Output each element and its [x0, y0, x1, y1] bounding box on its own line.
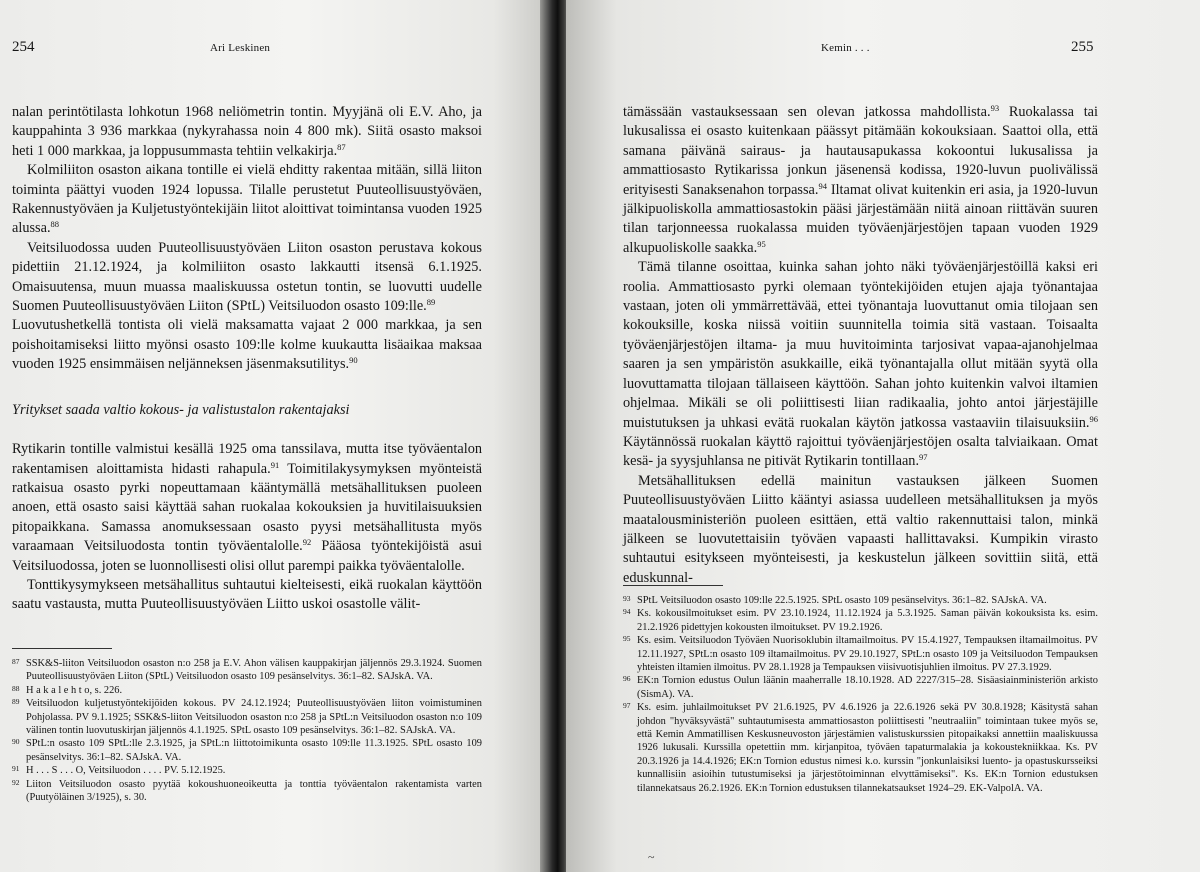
paragraph	[12, 239, 482, 317]
footnote-ref: 91	[270, 459, 280, 470]
footnote	[623, 674, 1098, 701]
body-text	[12, 103, 482, 615]
footnote-ref: 97	[919, 452, 928, 463]
footnote-ref: 87	[337, 141, 346, 152]
footnote-ref: 95	[757, 238, 766, 249]
footnote-number: 96	[623, 674, 631, 684]
footnote-ref: 90	[349, 355, 358, 366]
paragraph	[623, 472, 1098, 588]
footnote-number: 89	[12, 697, 20, 707]
footnote-text: EK:n Tornion edustus Oulun läänin maaherralle 18.10.1928. AD 2227/315–28. Sisäasiainministeriön arkisto (SismA). VA.	[637, 675, 1098, 700]
footnote	[12, 684, 482, 697]
footnote-text: SPtL:n osasto 109 SPtL:lle 2.3.1925, ja SPtL:n liittotoimikunta osasto 109:lle 11.3.1925. SPtL osasto 109 pesänselvitys. 36:1–82. SAJskA. VA.	[26, 738, 482, 763]
right-page	[566, 0, 1200, 872]
paragraph-text: Ruokalassa tai lukusalissa ei osasto kuitenkaan päässyt pitämään kokouksiaan. Saattoi olla, että samana päivänä sairaus- ja hautausapukassa kokoontui lukusalissa ja ammattiosasto Rytikarissa jonkun jäsenensä kodissa, 1920-luvun puolivälissä erityisesti Sanaksenahon torpassa.	[623, 104, 1098, 198]
footnotes	[623, 594, 1098, 795]
footnote-number: 93	[623, 594, 631, 603]
running-head: Ari Leskinen	[210, 42, 271, 54]
footnote-number: 88	[12, 683, 20, 693]
footnote	[12, 697, 482, 737]
footnote-rule	[623, 585, 723, 586]
body-text	[623, 103, 1098, 588]
left-page	[0, 0, 548, 872]
footnote	[623, 634, 1098, 674]
footnote-ref: 88	[50, 219, 60, 230]
footnote-text: Veitsiluodon kuljetustyöntekijöiden kokous. PV 24.12.1924; Puuteollisuustyöväen liiton voimistuminen Pohjolassa. PV 9.1.1925; SSK&S-liiton Veitsiluodon osaston n:o 258 ja SPtL:n Veitsiluodon osaston n:o 109 välinen tontin luovutuskirjan jäljennös 4.1.1925. SPtL osasto 109 pesänselvitys. 36:1–82. SAJskA. VA.	[26, 698, 482, 737]
page-number: 254	[12, 39, 35, 55]
paragraph-text: Käytännössä ruokalan käyttö rajoittui työväenjärjestöjen osalta talviaikaan. Omat kesä- ja syysjuhlansa ne pitivät Rytikarin tontillaan.	[623, 433, 1098, 470]
paragraph	[12, 316, 482, 374]
footnote-text: Ks. esim. juhlailmoitukset PV 21.6.1925, PV 4.6.1926 ja 22.6.1926 sekä PV 30.8.1928; Käsitystä sahan johdon "hyväksyvästä" suhtautumisesta ammattiosaston poliittisesti "neutraaliin" toimintaan tukee myös se, että Kemin Ammatillisen Keskusneuvoston järjestämien valistuskurssien pitopaikaksi annettiin maaliskuussa 1926 lukusali. Kurssilla opetettiin mm. kirjanpitoa, työväen tapaturmalakia ja kokoustekniikkaa. Ks. PV 20.3.1926 ja 14.4.1926; EK:n Tornion edustus nimesi k.o. kurssin "jonkunlaisiksi luento- ja opastuskursseiksi kunnallisiin asioihin tutustumiseksi ja järjestötoiminnan elvyttämiseksi". Ks. EK:n Tornion edustuksen tilannekatsaus 26.2.1926. EK:n Tornion edustuksen tilannekatsaukset 1924–29. EK-ValpolA. VA.	[637, 702, 1098, 794]
footnote-text: SSK&S-liiton Veitsiluodon osaston n:o 258 ja E.V. Ahon välisen kauppakirjan jäljennös 29.3.1924. Suomen Puuteollisuustyöväen Liiton (SPtL) Veitsiluodon osasto 109 pesänselvitys. 36:1–82. SAJskA. VA.	[26, 658, 482, 683]
footnote-number: 97	[623, 701, 631, 711]
paragraph-text: Pääosa työntekijöistä asui Veitsiluodossa, joten se luonnollisesti olisi ollut parempi paikka työväentalolle.	[12, 538, 482, 574]
footnote-number: 94	[623, 607, 631, 617]
footnote-number: 87	[12, 657, 20, 666]
paragraph-text: nalan perintötilasta lohkotun 1968 neliömetrin tontin. Myyjänä oli E.V. Aho, ja kauppahinta 3 936 markkaa (nykyrahassa noin 4 800 mk). Siitä osasto maksoi heti 1 000 markkaa, ja loppusummasta tehtiin velkakirja.	[12, 104, 482, 159]
paragraph-text: Metsähallituksen edellä mainitun vastauksen jälkeen Suomen Puuteollisuustyöväen Liitto kääntyi asiassa uudelleen metsähallituksen ja myös maatalousministeriön puoleen esittäen, että valtio rakennuttaisi talon, minkä jälkeen se luovutettaisiin työväen vapaasti hallittavaksi. Kumpikin virasto suhtautui esitykseen myönteisesti, ja keskustelun jälkeen sovittiin siitä, että eduskunnal-	[623, 472, 1098, 586]
paragraph-text: Iltamat olivat kuitenkin eri asia, ja 1920-luvun jälkipuoliskolla ammattiosastokin pääsi järjestämään niitä ainoan riittävän suuren tilan tarjonneessa ruokalassa muiden työväenjärjestöjen tapaan vuoden 1929 alkupuoliskolle saakka.	[623, 181, 1098, 256]
footnote-text: Ks. kokousilmoitukset esim. PV 23.10.1924, 11.12.1924 ja 5.3.1925. Saman päivän kokouksista ks. esim. 21.2.1926 pidettyjen kokousten ilmoitukset. PV 19.2.1926.	[637, 608, 1098, 633]
paragraph-text: tämässään vastauksessaan sen olevan jatkossa mahdollista.	[623, 104, 991, 120]
running-head: Kemin . . .	[821, 42, 870, 54]
footnote-number: 95	[623, 634, 631, 644]
paragraph	[12, 161, 482, 239]
paragraph-text: Veitsiluodossa uuden Puuteollisuustyöväen Liiton osaston perustava kokous pidettiin 21.12.1924, ja kolmiliiton osasto lakkautti itsensä 6.1.1925. Omaisuutensa, muun muassa maaliskuussa ostetun tontin, se luovutti uudelle Suomen Puuteollisuustyöväen Liiton (SPtL) Veitsiluodon osasto 109:lle.	[12, 239, 482, 315]
footnote-text: Liiton Veitsiluodon osasto pyytää kokoushuoneoikeutta ja tonttia työväentalon rakentamista varten (Puutyöläinen 3/1925), s. 30.	[26, 778, 482, 804]
footnote-text: H a k a l e h t o, s. 226.	[26, 684, 123, 696]
paragraph	[12, 576, 482, 615]
footnote-text: Ks. esim. Veitsiluodon Työväen Nuorisoklubin iltamailmoitus. PV 15.4.1927, Tempauksen iltamailmoitus. PV 12.11.1927, SPtL:n osasto 109 iltamailmoitus. PV 29.10.1927, SPtL:n osasto 109 ja Veitsiluodon Tempauksen yhteisten iltamien ilmoitus. PV 28.1.1928 ja Tempauksen viisivuotisjuhlien ilmoitus. PV 27.3.1929.	[637, 635, 1098, 674]
footnote-ref: 93	[990, 103, 1000, 113]
footnotes	[12, 657, 482, 804]
footnote-ref: 96	[1089, 413, 1098, 424]
footnote-ref: 94	[818, 180, 827, 191]
paragraph	[12, 440, 482, 576]
paragraph-text: Tämä tilanne osoittaa, kuinka sahan johto näki työväenjärjestöillä kaksi eri roolia. Ammattiosasto pyrki olemaan työntekijöiden etujen ajaja työnantajaa vastaan, joten oli ymmärrettävää, ettei työnantaja luovuttanut omia tilojaan sen kokouksille, koska niissä voitiin suunnitella toimia sitä vastaan. Toisaalta työväenjärjestöjen iltama- ja muu huvitoiminta tarjosivat vapaa-ajanohjelmaa saaren ja sen ympäristön asukkaille, eikä työnantajalla ollut mitään syytä olla luovuttamatta tilojaan tällaiseen käyttöön. Sahan johto kuitenkin valvoi iltamien ohjelmaa. Mikäli se oli poliittisesti liian radikaalia, johto antoi järjestäjille muistutuksen ja uhkasi evätä ruokalan käytön jatkossa vastaaviin tilaisuuksiin.	[623, 259, 1098, 431]
footnote	[12, 778, 482, 805]
footnote	[623, 594, 1098, 607]
footnote-number: 92	[12, 777, 20, 787]
footnote	[623, 607, 1098, 634]
footnote	[12, 737, 482, 764]
paragraph-text: Kolmiliiton osaston aikana tontille ei vielä ehditty rakentaa mitään, sillä liiton toiminta päättyi vuoden 1924 lopussa. Tilalle perustetut Puuteollisuustyöväen, Rakennustyöväen ja Kuljetustyöntekijäin liitot aloittivat toimintansa vuoden 1925 alussa.	[12, 162, 482, 237]
footnote	[12, 657, 482, 684]
page-number: 255	[1071, 39, 1094, 55]
section-heading: Yritykset saada valtio kokous- ja valistustalon rakentajaksi	[12, 401, 350, 418]
footnote	[12, 764, 482, 777]
footnote-ref: 92	[302, 537, 312, 548]
paragraph-text: Rytikarin tontille valmistui kesällä 1925 oma tanssilava, mutta itse työväentalon rakentamisen aloittamista hidasti rahapula.	[12, 441, 482, 477]
footnote-number: 90	[12, 737, 20, 747]
footnote	[623, 701, 1098, 795]
paragraph-text: Tonttikysymykseen metsähallitus suhtautui kielteisesti, eikä ruokalan käyttöön saatu vastausta, mutta Puuteollisuustyöväen Liitto uskoi osastolle välit-	[12, 576, 482, 613]
footnote-number: 91	[12, 764, 20, 774]
footnote-text: SPtL Veitsiluodon osasto 109:lle 22.5.1925. SPtL osasto 109 pesänselvitys. 36:1–82. SAJskA. VA.	[637, 595, 1047, 606]
paragraph-text: Luovutushetkellä tontista oli vielä maksamatta vajaat 2 000 markkaa, ja sen poishoitamiseksi liitto myönsi osasto 109:lle kolme kuukautta lisäaikaa maksaa vuoden 1925 ensimmäisen neljänneksen jäsenmaksutilitys.	[12, 317, 482, 373]
paragraph	[623, 103, 1098, 258]
page-mark: ~	[648, 850, 655, 864]
footnote-text: H . . . S . . . O, Veitsiluodon . . . . PV. 5.12.1925.	[26, 765, 226, 777]
paragraph	[623, 258, 1098, 471]
paragraph-text: Toimitilakysymyksen myönteistä ratkaisua osasto pyrki nopeuttamaan kääntymällä metsähallituksen puoleen anoen, että osasto saisi käyttää sahan ruokalaa kokouksien ja huvitilaisuuksien pitopaikkana. Samassa anomuksessaan osasto pyysi metsähallitusta myös varaamaan Veitsiluodosta tontin työväentalolle.	[12, 460, 482, 555]
paragraph	[12, 103, 482, 161]
footnote-ref: 89	[426, 297, 436, 308]
footnote-rule	[12, 648, 112, 649]
